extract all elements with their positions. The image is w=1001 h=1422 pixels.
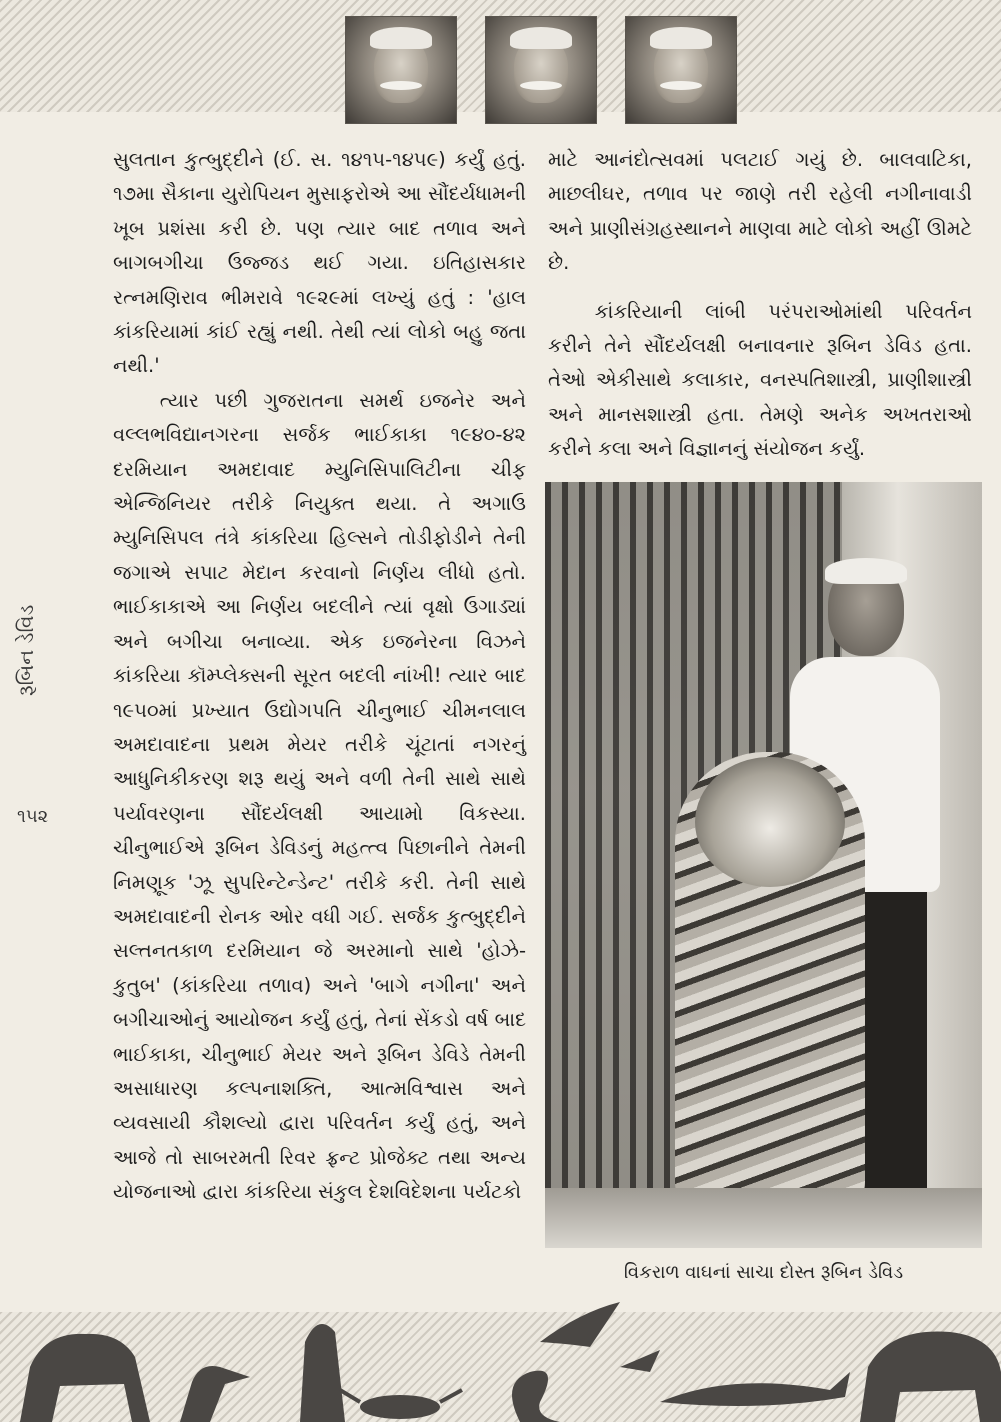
right-paragraph-1: માટે આનંદોત્સવમાં પલટાઈ ગયું છે. બાલવાટિકા, માછલીઘર, તળાવ પર જાણે તરી રહેલી નગીનાવાડી અને પ્રાણીસંગ્રહસ્થાનને માણવા માટે લોકો અહીં ઊમટે છે.	[548, 148, 972, 275]
portrait-photo	[345, 16, 457, 124]
tiger-photo	[545, 482, 982, 1248]
page-number: ૧૫૨	[17, 806, 49, 827]
portrait-photo	[625, 16, 737, 124]
right-text-column	[548, 143, 972, 467]
left-text-column	[113, 143, 526, 1210]
left-paragraph-1: સુલતાન કુત્બુદ્દીને (ઈ. સ. ૧૪૧૫-૧૪૫૯) કર્યું હતું. ૧૭મા સૈકાના યુરોપિયન મુસાફરોએ આ સૌંદર્યધામની ખૂબ પ્રશંસા કરી છે. પણ ત્યાર બાદ તળાવ અને બાગબગીચા ઉજ્જડ થઈ ગયા. ઇતિહાસકાર રત્નમણિરાવ ભીમરાવે ૧૯૨૯માં લખ્યું હતું : 'હાલ કાંકરિયામાં કાંઈ રહ્યું નથી. તેથી ત્યાં લોકો બહુ જતા નથી.'	[113, 148, 526, 378]
animal-silhouette-border	[0, 1272, 1001, 1422]
left-paragraph-2: ત્યાર પછી ગુજરાતના સમર્થ ઇજનેર અને વલ્લભવિદ્યાનગરના સર્જક ભાઈકાકા ૧૯૪૦-૪૨ દરમિયાન અમદાવાદ મ્યુનિસિપાલિટીના ચીફ એન્જિનિયર તરીકે નિયુક્ત થયા. તે અગાઉ મ્યુનિસિપલ તંત્રે કાંકરિયા હિલ્સને તોડીફોડીને તેની જગાએ સપાટ મેદાન કરવાનો નિર્ણય લીધો હતો. ભાઈકાકાએ આ નિર્ણય બદલીને ત્યાં વૃક્ષો ઉગાડ્યાં અને બગીચા બનાવ્યા. એક ઇજનેરના વિઝને કાંકરિયા કૉમ્પ્લેક્સની સૂરત બદલી નાંખી! ત્યાર બાદ ૧૯૫૦માં પ્રખ્યાત ઉદ્યોગપતિ ચીનુભાઈ ચીમનલાલ અમદાવાદના પ્રથમ મેયર તરીકે ચૂંટાતાં નગરનું આધુનિકીકરણ શરૂ થયું અને વળી તેની સાથે સાથે પર્યાવરણના સૌંદર્યલક્ષી આયામો વિકસ્યા. ચીનુભાઈએ રૂબિન ડેવિડનું મહત્ત્વ પિછાનીને તેમની નિમણૂક 'ઝૂ સુપરિન્ટેન્ડેન્ટ' તરીકે કરી. તેની સાથે અમદાવાદની રોનક ઓર વધી ગઈ. સર્જક કુત્બુદ્દીને સલ્તનતકાળ દરમિયાન જે અરમાનો સાથે 'હોઝે-કુતુબ' (કાંકરિયા તળાવ) અને 'બાગે નગીના' અને બગીચાઓનું આયોજન કર્યું હતું, તેનાં સેંકડો વર્ષ બાદ ભાઈકાકા, ચીનુભાઈ મેયર અને રૂબિન ડેવિડે તેમની અસાધારણ કલ્પનાશક્તિ, આત્મવિશ્વાસ અને વ્યવસાયી કૌશલ્યો દ્વારા પરિવર્તન કર્યું હતું, અને આજે તો સાબરમતી રિવર ફ્રન્ટ પ્રોજેક્ટ તથા અન્ય યોજનાઓ દ્વારા કાંકરિયા સંકુલ દેશવિદેશના પર્યટકો	[113, 388, 526, 1204]
right-paragraph-2: કાંકરિયાની લાંબી પરંપરાઓમાંથી પરિવર્તન કરીને તેને સૌંદર્યલક્ષી બનાવનાર રૂબિન ડેવિડ હતા. તેઓ એકીસાથે કલાકાર, વનસ્પતિશાસ્ત્રી, પ્રાણીશાસ્ત્રી અને માનસશાસ્ત્રી હતા. તેમણે અનેક અખતરાઓ કરીને કલા અને વિજ્ઞાનનું સંયોજન કર્યું.	[548, 299, 972, 461]
portrait-photo	[485, 16, 597, 124]
photo-caption: વિકરાળ વાઘનાં સાચા દોસ્ત રૂબિન ડેવિડ	[623, 1262, 904, 1283]
side-running-title: રૂબિન ડેવિડ	[14, 604, 38, 696]
